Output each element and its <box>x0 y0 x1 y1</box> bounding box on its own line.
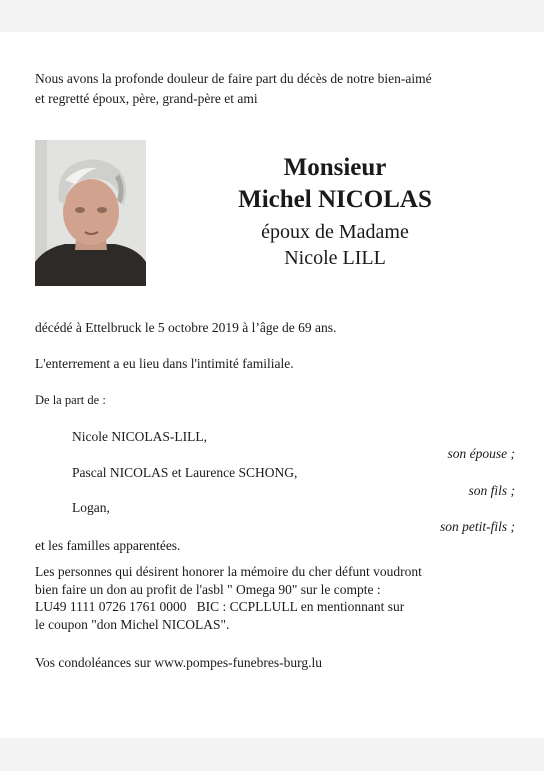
relative-name: Logan, <box>72 500 110 515</box>
spouse-name: Nicole LILL <box>284 247 386 269</box>
spouse-of-label: époux de Madame <box>261 221 409 243</box>
deceased-title: Monsieur <box>283 154 387 181</box>
obituary-page <box>0 32 544 738</box>
donation-line-4: le coupon "don Michel NICOLAS". <box>35 616 230 632</box>
donation-paragraph <box>35 563 525 633</box>
condolences-line: Vos condoléances sur www.pompes-funebres-burg.lu <box>35 655 322 670</box>
intro-line-2: et regretté époux, père, grand-père et ami <box>35 91 258 106</box>
portrait-image <box>35 140 146 286</box>
portrait-photo <box>35 140 146 286</box>
donation-line-3: LU49 1111 0726 1761 0000 BIC : CCPLLULL en mentionnant sur <box>35 599 405 614</box>
intro-text <box>35 69 515 109</box>
deceased-name-block <box>190 152 480 271</box>
donation-line-2: bien faire un don au profit de l'asbl " Omega 90" sur le compte : <box>35 581 381 597</box>
relative-name: Nicole NICOLAS-LILL, <box>72 429 207 444</box>
donation-line-1: Les personnes qui désirent honorer la mémoire du cher défunt voudront <box>35 564 422 579</box>
funeral-notice: L'enterrement a eu lieu dans l'intimité familiale. <box>35 356 294 371</box>
relative-role: son fils ; <box>468 483 515 498</box>
relative-role: son petit-fils ; <box>440 519 515 534</box>
death-notice: décédé à Ettelbruck le 5 octobre 2019 à l’âge de 69 ans. <box>35 320 337 335</box>
intro-line-1: Nous avons la profonde douleur de faire part du décès de notre bien-aimé <box>35 71 432 86</box>
relative-name: Pascal NICOLAS et Laurence SCHONG, <box>72 465 298 480</box>
families-line: et les familles apparentées. <box>35 538 181 553</box>
relative-role: son épouse ; <box>447 446 515 461</box>
deceased-name: Michel NICOLAS <box>238 186 432 213</box>
from-label: De la part de : <box>35 393 106 407</box>
